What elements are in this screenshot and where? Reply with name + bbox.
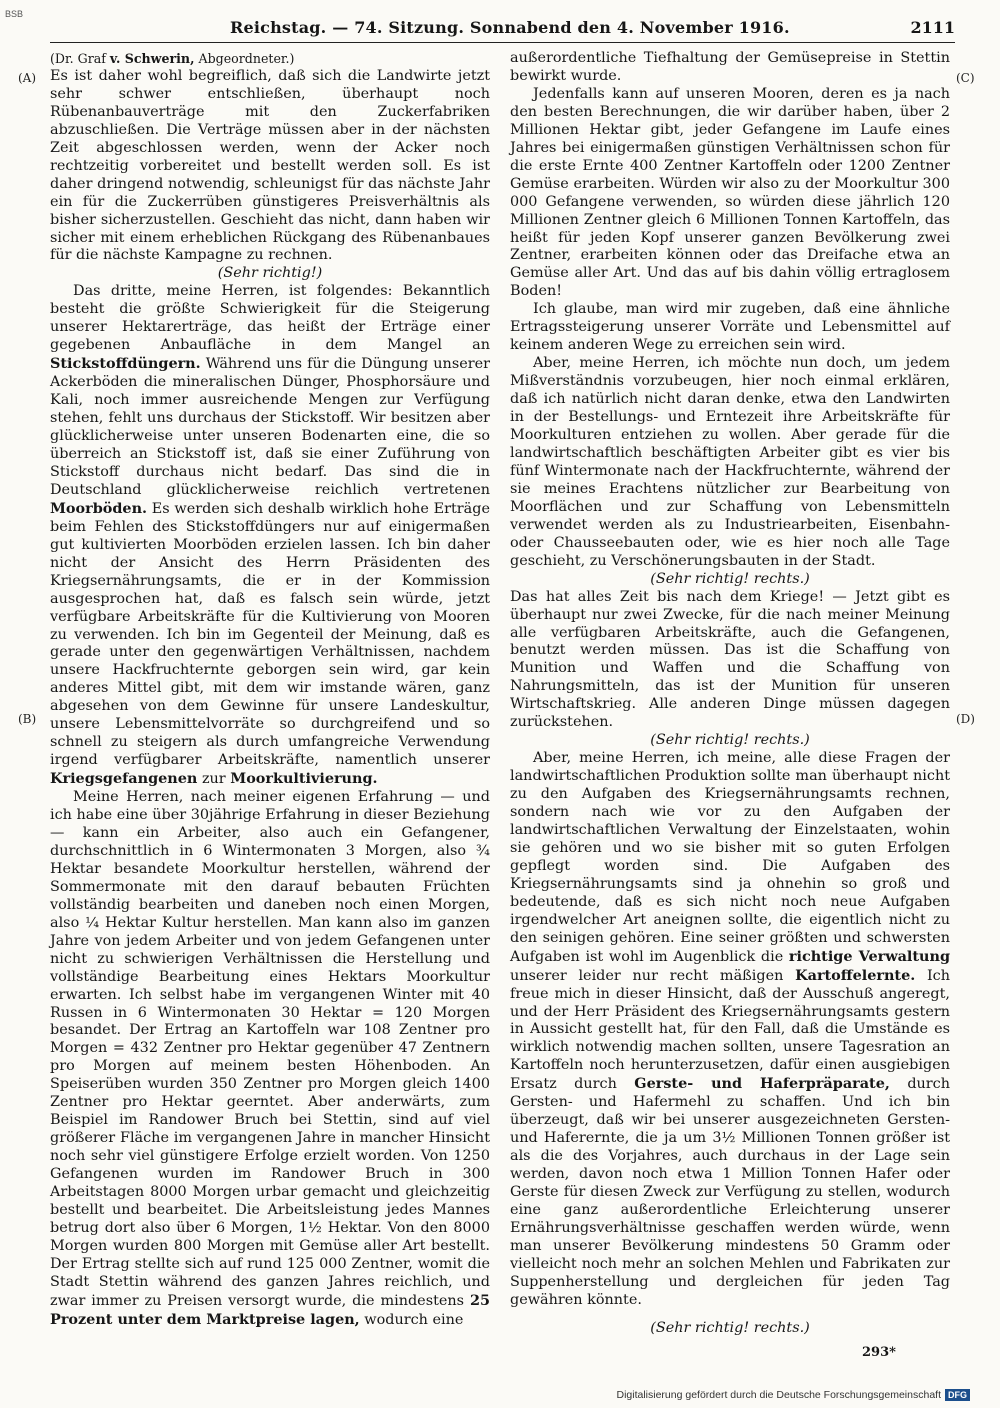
- footer: [616, 1389, 970, 1401]
- margin-label-a: (A): [18, 71, 37, 85]
- page-number: 2111: [910, 18, 955, 37]
- interjection: (Sehr richtig!): [217, 265, 323, 282]
- dfg-logo: DFG: [945, 1389, 970, 1401]
- emphasis: Moorböden.: [50, 499, 148, 517]
- margin-label-c: (C): [956, 71, 975, 85]
- paragraph: [50, 283, 490, 789]
- page-signature: 293*: [862, 1345, 896, 1360]
- paragraph: Ich glaube, man wird mir zugeben, daß eine ähnliche Ertragssteigerung unserer Vorräte und Lebensmittel auf keinem anderen Wege zu erreichen sein wird.: [510, 301, 950, 354]
- paragraph: [510, 750, 950, 1310]
- text-run: Aber, meine Herren, ich meine, alle diese Fragen der landwirtschaftlichen Produktion sollte man überhaupt nicht zu den Aufgaben des Kriegsernährungsamts rechnen, sondern nach wie vor zu den Aufgaben der landwirtschaftlichen Verwaltung der Einzelstaaten, wohin sie gehören und wo sie bisher mit so guten Erfolgen gepflegt worden sind. Die Aufgaben des Kriegsernährungsamts sind ja ohnehin so groß und bedeutende, daß es sich nicht noch neue Aufgaben irgendwelcher Art aneignen sollte, die eigentlich nicht zu den seinigen gehören. Eine seiner größten und schwersten Aufgaben ist wohl im Augenblick die: [510, 750, 950, 965]
- text-run: unserer leider nur recht mäßigen: [510, 967, 784, 984]
- margin-label-d: (D): [956, 712, 975, 726]
- emphasis: Stickstoffdüngern.: [50, 355, 201, 373]
- running-head: Reichstag. — 74. Sitzung. Sonnabend den 4. November 1916.: [230, 18, 790, 37]
- paragraph: [50, 789, 490, 1330]
- text-run: Meine Herren, nach meiner eigenen Erfahrung — und ich habe eine über 30jährige Erfahrung in dieser Beziehung — kann ein Arbeiter, also auch ein Gefangener, durchschnittlich in 6 Wintermonaten 3 Morgen, also ¾ Hektar besandete Moorkultur herstellen, während der Sommermonate mit den darauf bebauten Früchten vollständig bearbeiten und daneben noch einen Morgen, also ¼ Hektar Kultur herstellen. Man kann also im ganzen Jahre von jedem Arbeiter und von jedem Gefangenen unter nicht zu schwierigen Verhältnissen die Herstellung und vollständige Bearbeitung eines Hektars Moorkultur erwarten. Ich selbst habe im vergangenen Winter mit 40 Russen in 6 Wintermonaten 30 Hektar = 120 Morgen besandet. Der Ertrag an Kartoffeln war 108 Zentner pro Morgen = 432 Zentner pro Hektar gegenüber 47 Zentnern pro Morgen auf meinem besten Höhenboden. An Speiserüben wurden 350 Zentner pro Morgen gleich 1400 Zentner pro Hektar geerntet. Aber anderwärts, zum Beispiel im Randower Bruch bei Stettin, sind auf viel größerer Fläche im vergangenen Jahre in mancher Hinsicht noch sehr viel günstigere Erfolge erzielt worden. Von 1250 Gefangenen wurden im Randower Bruch in 300 Arbeitstagen 8000 Morgen urbar gemacht und gleichzeitig bestellt und bearbeitet. Die Arbeitsleistung jedes Mannes betrug dort also über 6 Morgen, 1½ Hektar. Von den 8000 Morgen wurden 800 Morgen mit Gemüse aller Art bestellt. Der Ertrag stellte sich auf rund 125 000 Zentner, womit die Stadt Stettin während des ganzen Jahres reichlich, und zwar immer zu Preisen versorgt wurde, die mindestens: [50, 789, 490, 1309]
- left-column: [50, 50, 490, 1330]
- emphasis: 25 Prozent unter dem Marktpreise lagen,: [50, 1291, 490, 1328]
- emphasis: richtige Verwaltung: [788, 947, 951, 965]
- paragraph: Es ist daher wohl begreiflich, daß sich die Landwirte jetzt sehr schwer entschließen, überhaupt noch Rübenanbauverträge mit den Zuckerfabriken abzuschließen. Die Verträge müssen aber in der nächsten Zeit abgeschlossen werden, wenn der Acker noch rechtzeitig vorbereitet und bestellt werden soll. Es ist daher dringend notwendig, schleunigst für das nächste Jahr ein für die Zuckerrüben günstigeres Preisverhältnis als bisher sicherzustellen. Geschieht das nicht, dann haben wir sicher mit einem erheblichen Rückgang des Rübenanbaues für die nächste Kampagne zu rechnen.: [50, 67, 490, 264]
- emphasis: Kriegsgefangenen: [50, 770, 198, 788]
- speaker-prefix: (Dr. Graf: [50, 51, 106, 66]
- text-run: Es werden sich deshalb wirklich hohe Erträge beim Fehlen des Stickstoffdüngers nur auf einigermaßen gut kultivierten Moorböden erzielen lassen. Ich bin daher nicht der Ansicht des Herrn Präsidenten des Kriegsernährungsamts, die er in der Kommission ausgesprochen hat, daß es falsch sein würde, jetzt verfügbare Arbeitskräfte für die Kultivierung von Mooren zu verwenden. Ich bin im Gegenteil der Meinung, daß es gerade unter den gegenwärtigen Verhältnissen, nachdem unsere Hackfruchternte geborgen sein wird, gar kein anderes Mittel gibt, mit dem wir imstande wären, ganz abgesehen von dem Gewinne für unsere Landeskultur, unsere Lebensmittelvorräte so durchgreifend und so schnell zu steigern als durch umfangreiche Verwendung irgend verfügbarer Arbeitskräfte, namentlich unserer: [50, 500, 490, 769]
- text-run: zur: [201, 771, 226, 788]
- speaker-role: Abgeordneter.): [198, 51, 295, 66]
- text-run: Ich freue mich in dieser Hinsicht, daß der Ausschuß angeregt, und der Herr Präsident des Kriegsernährungsamts gestern in Aussicht gestellt hat, für den Fall, daß die Umstände es wirklich notwendig machen sollten, unsere Tagesration an Kartoffeln noch herunterzusetzen, dafür einen ausgiebigen Ersatz durch: [510, 967, 950, 1093]
- library-mark: BSB: [5, 9, 24, 19]
- text-run: durch Gersten- und Hafermehl zu schaffen. Und ich bin überzeugt, daß wir bei unserer ausgezeichneten Gersten- und Haferernte, die ja um 3½ Millionen Tonnen größer ist als die des Vorjahres, auch durchaus in der Lage sein werden, davon noch etwa 1 Million Tonnen Hafer oder Gerste für diesen Zweck zur Verfügung zu stellen, wodurch eine ganz außerordentliche Erleichterung unserer Ernährungsverhältnisse geschaffen werden würde, wenn man unserer Bevölkerung mindestens 50 Gramm oder vielleicht noch mehr an solchen Mehlen und Fabrikaten zur Suppenherstellung und dergleichen für jeden Tag gewähren könnte.: [510, 1076, 951, 1308]
- footer-text: Digitalisierung gefördert durch die Deutsche Forschungsgemeinschaft: [616, 1389, 941, 1401]
- interjection: (Sehr richtig! rechts.): [650, 1319, 810, 1336]
- speaker-name: v. Schwerin,: [109, 51, 195, 66]
- text-run: Das dritte, meine Herren, ist folgendes: Bekanntlich besteht die größte Schwierigkeit für die Steigerung unserer Hektarerträge, das heißt der Erträge einer gegebenen Anbaufläche in dem Mangel an: [50, 283, 490, 354]
- page-header: [50, 18, 955, 43]
- emphasis: Gerste- und Haferpräparate,: [634, 1075, 890, 1093]
- paragraph: außerordentliche Tiefhaltung der Gemüsepreise in Stettin bewirkt wurde.: [510, 50, 950, 84]
- interjection: (Sehr richtig! rechts.): [650, 732, 810, 749]
- emphasis: Moorkultivierung.: [230, 770, 378, 788]
- text-run: Während uns für die Düngung unserer Ackerböden die mineralischen Dünger, Phosphorsäure und Kali, noch immer ausreichende Mengen zur Verfügung stehen, fehlt uns durchaus der Stickstoff. Wir besitzen aber glücklicherweise unter unseren Bodenarten eine, die so überreich an Stickstoff ist, daß sie einer Zuführung von Stickstoff durchaus nicht bedarf. Das sind die in Deutschland glücklicherweise reichlich vertretenen: [50, 356, 491, 498]
- paragraph: Aber, meine Herren, ich möchte nun doch, um jedem Mißverständnis vorzubeugen, hier noch einmal erklären, daß ich natürlich nicht daran denke, etwa den Landwirten in der Bestellungs- und Erntezeit ihre Arbeitskräfte für Moorkulturen entziehen zu wollen. Aber gerade für die landwirtschaftlich beschäftigten Arbeiter gibt es vier bis fünf Wintermonate nach der Hackfruchternte, während der sie meines Erachtens nützlicher zur Bearbeitung von Moorflächen und zur Schaffung von Lebensmitteln verwendet werden als zu Industriearbeiten, Eisenbahn- oder Chausseebauten oder, wie es hier noch alle Tage geschieht, zu Verschönerungsbauten in der Stadt.: [510, 355, 950, 569]
- text-run: wodurch eine: [364, 1311, 464, 1328]
- interjection: (Sehr richtig! rechts.): [650, 570, 810, 587]
- margin-label-b: (B): [18, 712, 37, 726]
- paragraph: Jedenfalls kann auf unseren Mooren, deren es ja nach den besten Berechnungen, die wir darüber haben, über 2 Millionen Hektar gibt, jeder Gefangene im Laufe eines Jahres bei einigermaßen günstigen Verhältnissen schon für die erste Ernte 400 Zentner Kartoffeln oder 1200 Zentner Gemüse erarbeiten. Würden wir also zu der Moorkultur 300 000 Gefangene verwenden, so würden diese jährlich 120 Millionen Zentner gleich 6 Millionen Tonnen Kartoffeln, das heißt für jeden Kopf unserer ganzen Bevölkerung zwei Zentner, erarbeiten können oder das Dreifache etwa an Gemüse aller Art. Und das auf bis dahin völlig ertraglosem Boden!: [510, 85, 950, 300]
- paragraph: Das hat alles Zeit bis nach dem Kriege! — Jetzt gibt es überhaupt nur zwei Zwecke, für die nach meiner Meinung alle verfügbaren Arbeitskräfte, auch die Gefangenen, benutzt werden müssen. Das ist die Schaffung von Munition und Waffen und die Schaffung von Nahrungsmitteln, das ist der Munition für unseren Wirtschaftskrieg. Alle anderen Dinge müssen dagegen zurückstehen.: [510, 588, 950, 731]
- emphasis: Kartoffelernte.: [795, 966, 916, 984]
- speaker-line: [50, 50, 490, 68]
- right-column: [510, 50, 950, 1338]
